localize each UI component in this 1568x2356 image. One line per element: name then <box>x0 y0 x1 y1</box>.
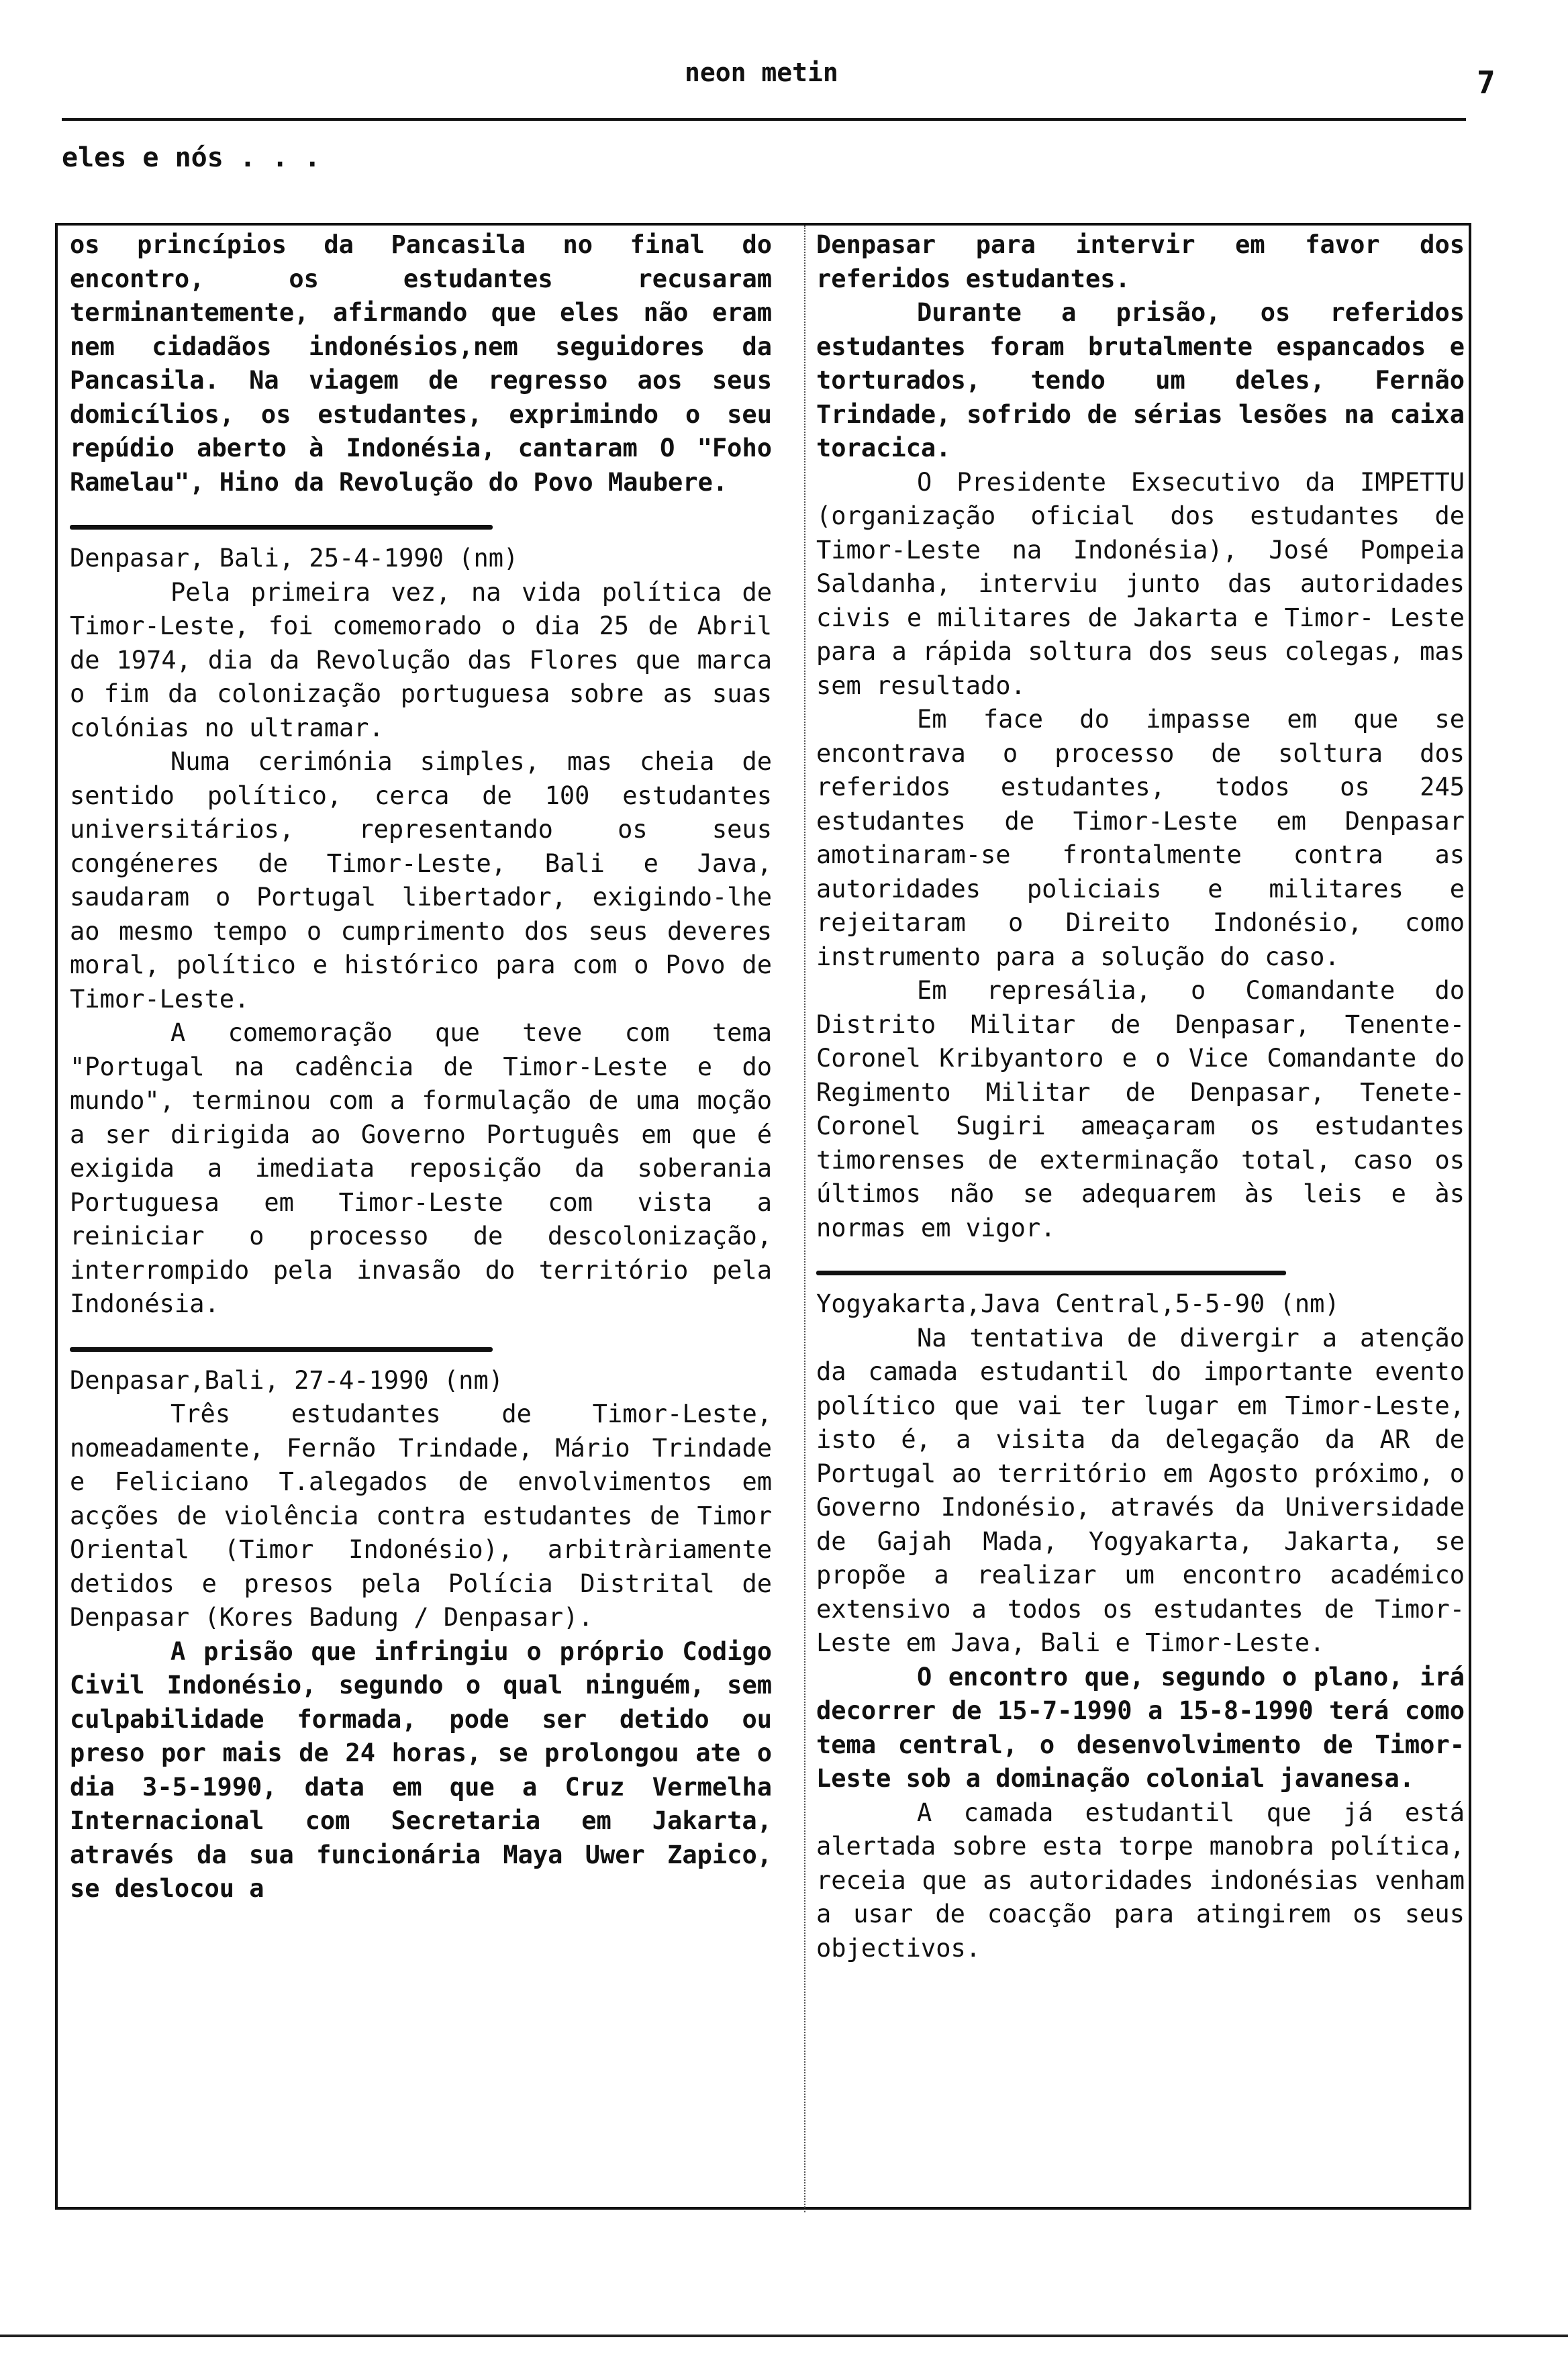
right-column <box>816 228 1465 1965</box>
article-paragraph: Denpasar para intervir em favor dos referidos estudantes. <box>816 230 1465 293</box>
bottom-rule <box>0 2335 1568 2337</box>
article-paragraph: Na tentativa de divergir a atenção da camada estudantil do importante evento político que vai ter lugar em Timor-Leste, isto é, a visita da delegação da AR de Portugal ao território em Agosto próximo, o Governo Indonésio, através da Universidade de Gajah Mada, Yogyakarta, Jakarta, se propõe a realizar um encontro académico extensivo a todos os estudantes de Timor-Leste em Java, Bali e Timor-Leste. <box>816 1323 1465 1657</box>
publication-title: neon metin <box>685 58 838 87</box>
article-paragraph: O encontro que, segundo o plano, irá decorrer de 15-7-1990 a 15-8-1990 terá como tema central, o desenvolvimento de Timor-Leste sob a dominação colonial javanesa. <box>816 1662 1465 1793</box>
article-separator <box>70 525 493 530</box>
intro-paragraph: os princípios da Pancasila no final do encontro, os estudantes recusaram terminantemente, afirmando que eles não eram nem cidadãos indonésios,nem seguidores da Pancasila. Na viagem de regresso aos seus domicílios, os estudantes, exprimindo o seu repúdio aberto à Indonésia, cantaram O "Foho Ramelau", Hino da Revolução do Povo Maubere. <box>70 230 772 497</box>
section-heading: eles e nós . . . <box>62 142 321 173</box>
article-paragraph: Em face do impasse em que se encontrava o processo de soltura dos referidos estudantes, todos os 245 estudantes de Timor-Leste em Denpasar amotinaram-se frontalmente contra as autoridades policiais e militares e rejeitaram o Direito Indonésio, como instrumento para a solução do caso. <box>816 705 1465 971</box>
header-rule <box>62 118 1466 121</box>
article-paragraph: Em represália, o Comandante do Distrito Militar de Denpasar, Tenente-Coronel Kribyantoro e o Vice Comandante do Regimento Militar de Denpasar, Tenete-Coronel Sugiri ameaçaram os estudantes timorenses de exterminação total, caso os últimos não se adequarem às leis e às normas em vigor. <box>816 976 1465 1242</box>
article-dateline: Yogyakarta,Java Central,5-5-90 (nm) <box>816 1289 1340 1318</box>
article-dateline: Denpasar, Bali, 25-4-1990 (nm) <box>70 544 519 573</box>
article-paragraph: A camada estudantil que já está alertada sobre esta torpe manobra política, receia que as autoridades indonésias venham a usar de coacção para atingirem os seus objectivos. <box>816 1798 1465 1963</box>
article-paragraph: Pela primeira vez, na vida política de Timor-Leste, foi comemorado o dia 25 de Abril de 1974, dia da Revolução das Flores que marca o fim da colonização portuguesa sobre as suas colónias no ultramar. <box>70 577 772 742</box>
left-column <box>70 228 772 1906</box>
article-separator <box>816 1271 1286 1275</box>
page-number: 7 <box>1477 64 1496 101</box>
article-separator <box>70 1347 493 1352</box>
article-paragraph: Durante a prisão, os referidos estudantes foram brutalmente espancados e torturados, tendo um deles, Fernão Trindade, sofrido de sérias lesões na caixa toracica. <box>816 298 1465 462</box>
article-paragraph: A comemoração que teve com tema "Portugal na cadência de Timor-Leste e do mundo", terminou com a formulação de uma moção a ser dirigida ao Governo Português em que é exigida a imediata reposição da soberania Portuguesa em Timor-Leste com vista a reiniciar o processo de descolonização, interrompido pela invasão do território pela Indonésia. <box>70 1018 772 1318</box>
column-divider <box>804 226 805 2212</box>
article-paragraph: Três estudantes de Timor-Leste, nomeadamente, Fernão Trindade, Mário Trindade e Feliciano T.alegados de envolvimentos em acções de violência contra estudantes de Timor Oriental (Timor Indonésio), arbitràriamente detidos e presos pela Polícia Distrital de Denpasar (Kores Badung / Denpasar). <box>70 1400 772 1632</box>
article-paragraph: O Presidente Exsecutivo da IMPETTU (organização oficial dos estudantes de Timor-Leste na Indonésia), José Pompeia Saldanha, interviu junto das autoridades civis e militares de Jakarta e Timor- Leste para a rápida soltura dos seus colegas, mas sem resultado. <box>816 467 1465 700</box>
article-dateline: Denpasar,Bali, 27-4-1990 (nm) <box>70 1365 504 1395</box>
article-paragraph: A prisão que infringiu o próprio Codigo Civil Indonésio, segundo o qual ninguém, sem culpabilidade formada, pode ser detido ou preso por mais de 24 horas, se prolongou ate o dia 3-5-1990, data em que a Cruz Vermelha Internacional com Secretaria em Jakarta, através da sua funcionária Maya Uwer Zapico, se deslocou a <box>70 1636 772 1903</box>
article-paragraph: Numa cerimónia simples, mas cheia de sentido político, cerca de 100 estudantes universitários, representando os seus congéneres de Timor-Leste, Bali e Java, saudaram o Portugal libertador, exigindo-lhe ao mesmo tempo o cumprimento dos seus deveres moral, político e histórico para com o Povo de Timor-Leste. <box>70 747 772 1014</box>
